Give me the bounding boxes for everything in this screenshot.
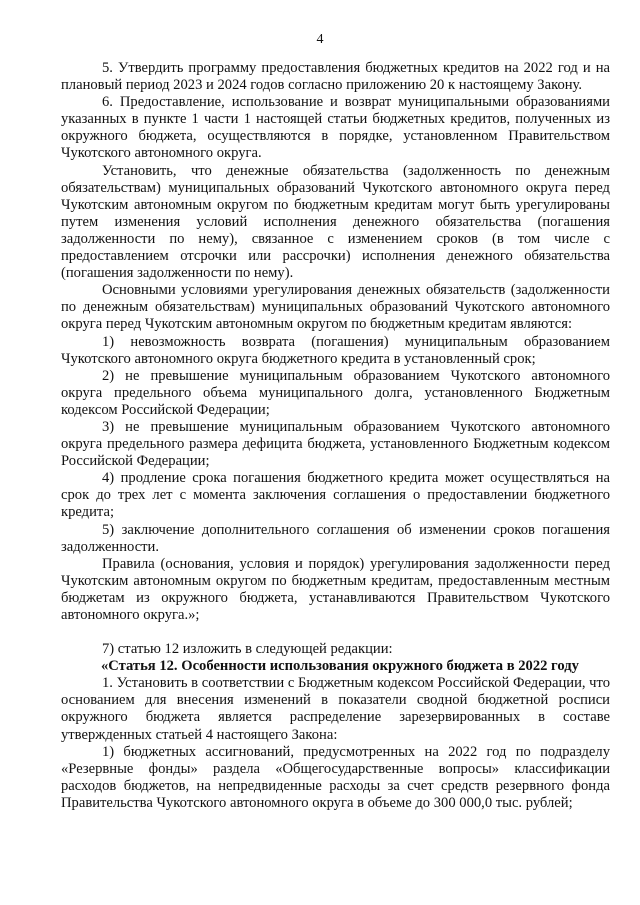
article-12-subclause-1: 1) бюджетных ассигнований, предусмотренных на 2022 год по подразделу «Резервные фонды» раздела «Общегосударственные вопросы» классификации расходов бюджетов, на непредвиденные расходы за счет средств резервного фонда Правительства Чукотского автономного округа в объеме до 300 000,0 тыс. рублей;	[61, 743, 610, 811]
article-12-clause-1: 1. Установить в соответствии с Бюджетным кодексом Российской Федерации, что основанием для внесения изменений в показатели сводной бюджетной росписи окружного бюджета является распределение зарезервированных в составе утвержденных статьей 4 настоящего Закона:	[61, 675, 610, 743]
list-item-condition-3: 3) не превышение муниципальным образованием Чукотского автономного округа предельного размера дефицита бюджета, установленного Бюджетным кодексом Российской Федерации;	[61, 418, 610, 470]
list-item-condition-5: 5) заключение дополнительного соглашения об изменении сроков погашения задолженности.	[61, 521, 610, 555]
paragraph-main-conditions: Основными условиями урегулирования денежных обязательств (задолженности по денежным обязательствам) муниципальных образований Чукотского автономного округа перед Чукотским автономным округом по бюджетным кредитам являются:	[61, 282, 610, 333]
paragraph-item-6: 6. Предоставление, использование и возврат муниципальными образованиями указанных в пункте 1 части 1 настоящей статьи бюджетных кредитов, полученных из окружного бюджета, осуществляются в порядке, установленном Правительством Чукотского автономного округа.	[61, 94, 610, 162]
paragraph-settlement-rules: Правила (основания, условия и порядок) урегулирования задолженности перед Чукотским автономным округом по бюджетным кредитам, предоставленным местным бюджетам из окружного бюджета, устанавливаются Правительством Чукотского автономного округа.»;	[61, 555, 610, 623]
paragraph-settlement-obligations: Установить, что денежные обязательства (задолженность по денежным обязательствам) муниципальных образований Чукотского автономного округа перед Чукотским автономным округом по бюджетным кредитам могут быть урегулированы путем изменения условий исполнения денежного обязательства (погашения задолженности по нему), связанное с изменением сроков (в том числе с предоставлением отсрочки или рассрочки) исполнения денежного обязательства (погашения задолженности по нему).	[61, 162, 610, 282]
page-number: 4	[316, 32, 324, 47]
list-item-condition-2: 2) не превышение муниципальным образованием Чукотского автономного округа предельного объема муниципального долга, установленного Бюджетным кодексом Российской Федерации;	[61, 367, 610, 418]
paragraph-item-5: 5. Утвердить программу предоставления бюджетных кредитов на 2022 год и на плановый период 2023 и 2024 годов согласно приложению 20 к настоящему Закону.	[61, 60, 610, 94]
article-12-heading: «Статья 12. Особенности использования окружного бюджета в 2022 году	[101, 658, 579, 675]
list-item-condition-4: 4) продление срока погашения бюджетного кредита может осуществляться на срок до трех лет с момента заключения соглашения о предоставлении бюджетного кредита;	[61, 470, 610, 521]
paragraph-amendment-7: 7) статью 12 изложить в следующей редакции:	[102, 641, 393, 658]
document-body	[61, 60, 610, 812]
list-item-condition-1: 1) невозможность возврата (погашения) муниципальным образованием Чукотского автономного округа бюджетного кредита в установленный срок;	[61, 333, 610, 367]
